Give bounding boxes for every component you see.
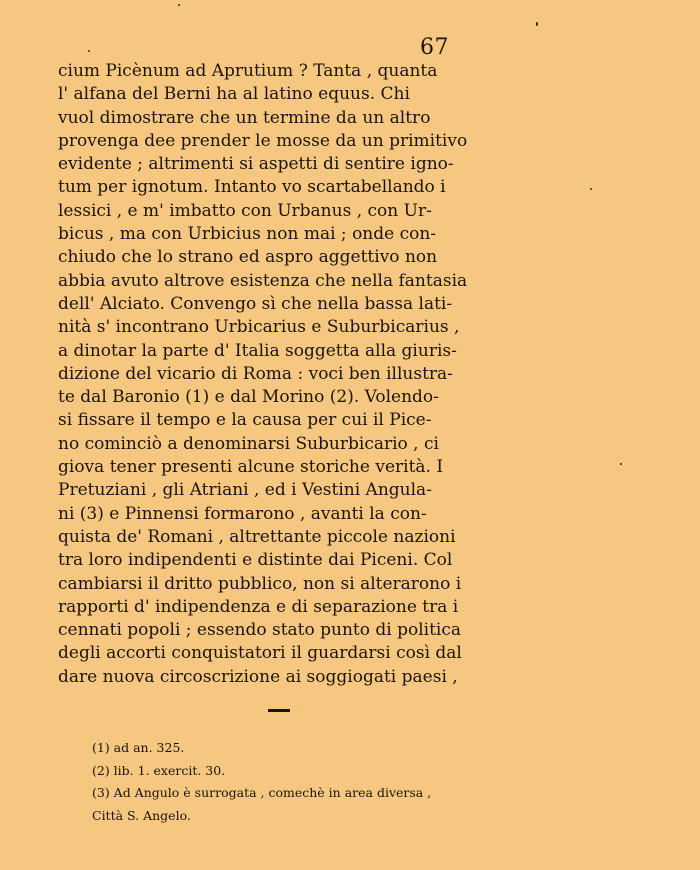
text-line: no cominciò a denominarsi Suburbicario , ci xyxy=(58,433,439,454)
text-line: bicus , ma con Urbicius non mai ; onde con- xyxy=(58,224,437,245)
paper-speck xyxy=(88,50,90,52)
text-line: chiudo che lo strano ed aspro aggettivo non xyxy=(58,247,438,268)
text-line: l' alfana del Berni ha al latino equus. Chi xyxy=(58,84,410,105)
text-line: rapporti d' indipendenza e di separazione tra i xyxy=(58,596,459,617)
text-line: ni (3) e Pinnensi formarono , avanti la con- xyxy=(58,503,427,524)
text-line: vuol dimostrare che un termine da un altro xyxy=(58,107,431,128)
page-number: 67 xyxy=(420,35,449,60)
paper-speck xyxy=(620,463,622,465)
footnote-1: (1) ad an. 325. xyxy=(92,740,185,755)
text-line: nità s' incontrano Urbicarius e Suburbicarius , xyxy=(58,317,460,338)
text-line: Pretuziani , gli Atriani , ed i Vestini Angula- xyxy=(58,480,432,501)
text-line: dell' Alciato. Convengo sì che nella bassa lati- xyxy=(58,293,453,314)
text-line: degli accorti conquistatori il guardarsi così dal xyxy=(58,643,462,664)
footnote-2: (2) lib. 1. exercit. 30. xyxy=(92,762,226,778)
footnotes xyxy=(92,737,512,827)
text-line: dare nuova circoscrizione ai soggiogati paesi , xyxy=(58,666,458,687)
text-line: dizione del vicario di Roma : voci ben illustra- xyxy=(58,363,453,384)
text-line: abbia avuto altrove esistenza che nella fantasia xyxy=(58,270,468,291)
text-line: tra loro indipendenti e distinte dai Piceni. Col xyxy=(58,550,453,571)
main-text xyxy=(58,60,498,689)
text-line: te dal Baronio (1) e dal Morino (2). Volendo- xyxy=(58,387,439,408)
text-line: cambiarsi il dritto pubblico, non si alterarono i xyxy=(58,573,462,594)
text-line: si fissare il tempo e la causa per cui il Pice- xyxy=(58,410,432,431)
text-line: cium Picènum ad Aprutium ? Tanta , quanta xyxy=(58,61,438,81)
text-line: evidente ; altrimenti si aspetti di sentire igno- xyxy=(58,154,454,175)
text-line: lessici , e m' imbatto con Urbanus , con Ur- xyxy=(58,200,432,221)
text-line: tum per ignotum. Intanto vo scartabellando i xyxy=(58,177,446,198)
text-line: quista de' Romani , altrettante piccole nazioni xyxy=(58,526,456,547)
footnote-3-continuation: Città S. Angelo. xyxy=(92,807,191,823)
text-line: provenga dee prender le mosse da un primitivo xyxy=(58,130,468,151)
paper-speck xyxy=(536,22,538,26)
footnote-3: (3) Ad Angulo è surrogata , comechè in area diversa , xyxy=(92,785,432,801)
paper-speck xyxy=(590,188,592,190)
paper-speck xyxy=(178,4,180,6)
text-line: giova tener presenti alcune storiche verità. I xyxy=(58,457,444,478)
footnote-separator-rule xyxy=(268,709,290,712)
text-line: cennati popoli ; essendo stato punto di politica xyxy=(58,620,462,641)
text-line: a dinotar la parte d' Italia soggetta alla giuris- xyxy=(58,340,457,361)
